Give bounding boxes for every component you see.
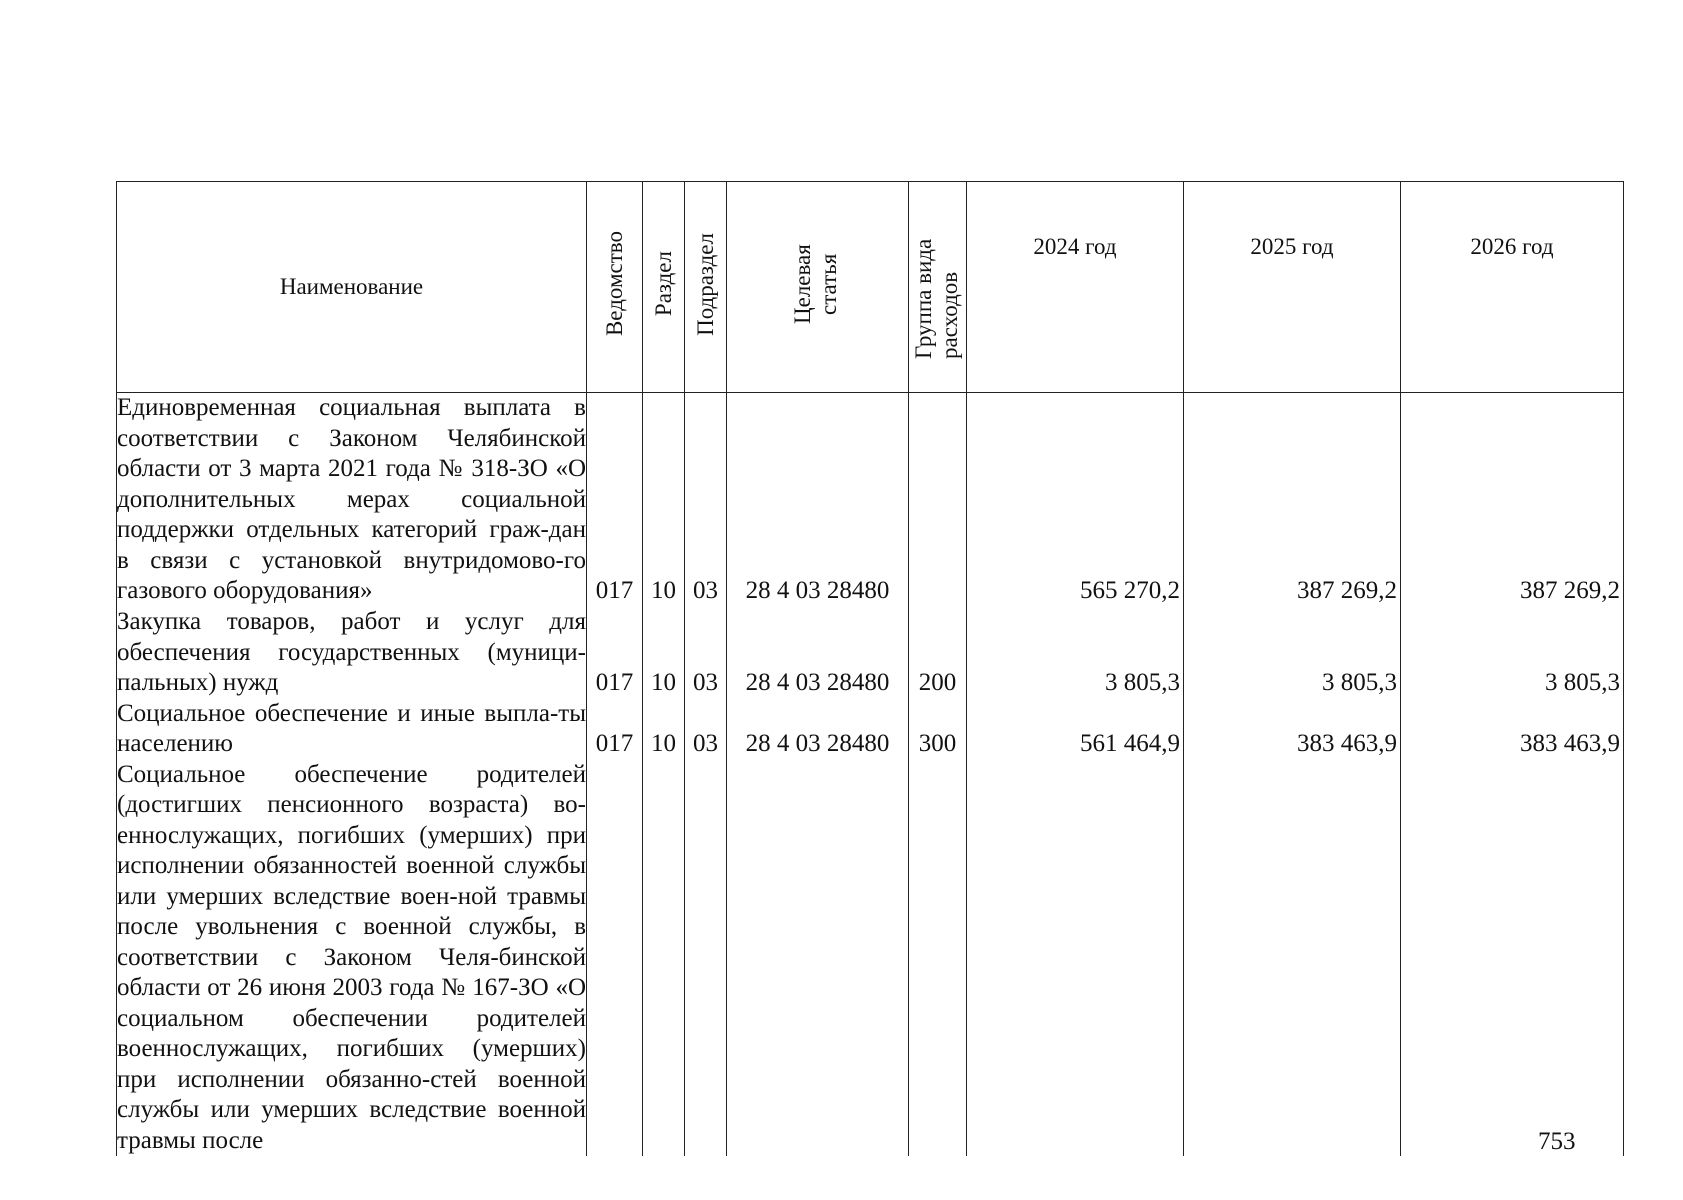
row-2026: [1401, 760, 1624, 1157]
header-2024: 2024 год: [967, 182, 1184, 393]
row-target: 28 4 03 28480: [727, 607, 909, 699]
row-2025: 3 805,3: [1184, 607, 1401, 699]
row-2026: 383 463,9: [1401, 699, 1624, 760]
row-target: [727, 760, 909, 1157]
header-subsection: Подраздел: [685, 182, 727, 393]
row-expense-group: 300: [909, 699, 967, 760]
header-department: Ведомство: [587, 182, 643, 393]
row-expense-group: 200: [909, 607, 967, 699]
row-subsection: 03: [685, 607, 727, 699]
row-name: Закупка товаров, работ и услуг для обеспечения государственных (муници-пальных) нужд: [117, 607, 587, 699]
row-subsection: [685, 760, 727, 1157]
row-target: 28 4 03 28480: [727, 393, 909, 607]
row-2025: 383 463,9: [1184, 699, 1401, 760]
row-2024: 565 270,2: [967, 393, 1184, 607]
table-row: [117, 393, 1624, 607]
row-name: Социальное обеспечение и иные выпла-ты населению: [117, 699, 587, 760]
page-number: 753: [1538, 1128, 1576, 1155]
row-name: Социальное обеспечение родителей (достигших пенсионного возраста) во-еннослужащих, погибших (умерших) при исполнении обязанностей военной службы или умерших вследствие воен-ной травмы после увольнения с военной службы, в соответствии с Законом Челя-бинской области от 26 июня 2003 года № 167-ЗО «О социальном обеспечении родителей военнослужащих, погибших (умерших) при исполнении обязанно-стей военной службы или умерших вследствие военной травмы после: [117, 760, 587, 1157]
row-department: [587, 760, 643, 1157]
row-2024: 561 464,9: [967, 699, 1184, 760]
header-2025: 2025 год: [1184, 182, 1401, 393]
row-section: 10: [643, 393, 685, 607]
row-2024: 3 805,3: [967, 607, 1184, 699]
row-section: 10: [643, 699, 685, 760]
header-expense-group: Группа вида расходов: [909, 182, 967, 393]
row-2026: 3 805,3: [1401, 607, 1624, 699]
row-section: [643, 760, 685, 1157]
row-department: 017: [587, 393, 643, 607]
row-subsection: 03: [685, 699, 727, 760]
row-2025: [1184, 760, 1401, 1157]
row-department: 017: [587, 607, 643, 699]
row-department: 017: [587, 699, 643, 760]
row-name: Единовременная социальная выплата в соответствии с Законом Челябинской области от 3 марта 2021 года № 318-ЗО «О дополнительных мерах социальной поддержки отдельных категорий граж-дан в связи с установкой внутридомово-го газового оборудования»: [117, 393, 587, 607]
budget-table: [116, 181, 1624, 1156]
header-target: Целевая статья: [727, 182, 909, 393]
row-2024: [967, 760, 1184, 1157]
row-expense-group: [909, 393, 967, 607]
header-row: [117, 182, 1624, 393]
table-row: [117, 607, 1624, 699]
header-name: Наименование: [117, 182, 587, 393]
row-expense-group: [909, 760, 967, 1157]
header-section: Раздел: [643, 182, 685, 393]
row-2025: 387 269,2: [1184, 393, 1401, 607]
row-target: 28 4 03 28480: [727, 699, 909, 760]
table-row: [117, 699, 1624, 760]
row-2026: 387 269,2: [1401, 393, 1624, 607]
header-2026: 2026 год: [1401, 182, 1624, 393]
row-section: 10: [643, 607, 685, 699]
table-row: [117, 760, 1624, 1157]
row-subsection: 03: [685, 393, 727, 607]
